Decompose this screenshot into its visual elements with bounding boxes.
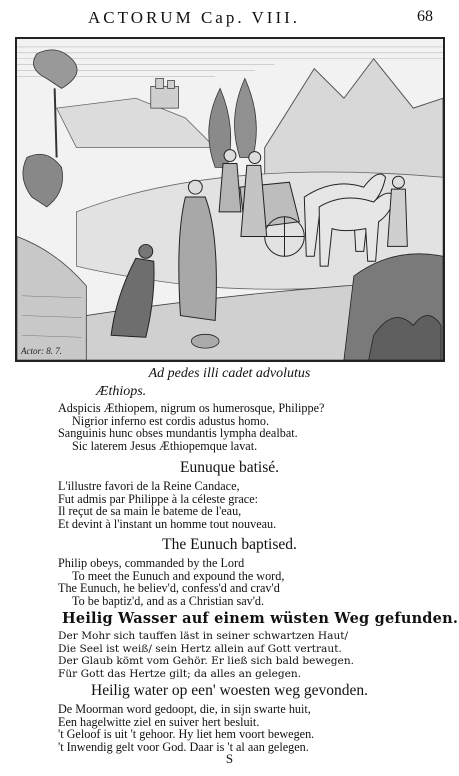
verse-line: Für Gott das Hertze gilt; da alles an gelegen. — [58, 667, 302, 680]
english-heading: The Eunuch baptised. — [162, 536, 297, 553]
page-number: 68 — [417, 8, 433, 25]
plate-inscription: Actor: 8. 7. — [21, 346, 62, 356]
signature-mark: S — [225, 751, 234, 766]
caption-line-2: Æthiops. — [96, 384, 147, 399]
engraving-plate — [15, 37, 445, 362]
verse-line: Sic laterem Jesus Æthiopemque lavat. — [72, 438, 258, 453]
latin-verse — [58, 402, 324, 452]
german-verse — [58, 630, 354, 680]
verse-line: Philip obeys, commanded by the Lord — [58, 556, 245, 570]
verse-line: Et devint à l'instant un homme tout nouveau. — [58, 516, 277, 531]
verse-line: L'illustre favori de la Reine Candace, — [58, 479, 240, 493]
dutch-heading: Heilig water op een' woesten weg gevonden. — [91, 682, 368, 699]
verse-line: Een hagelwitte ziel en suiver hert besluit. — [58, 714, 260, 729]
running-head — [0, 6, 459, 28]
verse-line: To meet the Eunuch and expound the word, — [72, 568, 285, 583]
verse-line: Nigrior inferno est cordis adustus homo. — [72, 413, 269, 428]
verse-line: The Eunuch, he believ'd, confess'd and crav'd — [58, 581, 280, 596]
engraving-illustration — [17, 39, 443, 360]
verse-line: Fut admis par Philippe à la céleste grace: — [58, 491, 259, 506]
verse-line: Der Glaub kömt vom Gehör. Er ließ sich bald bewegen. — [58, 655, 355, 668]
verse-line: To be baptiz'd, and as a Christian sav'd. — [72, 593, 265, 608]
french-verse — [58, 480, 276, 530]
verse-line: 't Inwendig gelt voor God. Daar is 't al aan gelegen. — [58, 739, 309, 754]
verse-line: Der Mohr sich tauffen läst in seiner schwartzen Haut/ — [58, 630, 349, 642]
verse-line: Die Seel ist weiß/ sein Hertz allein auf Gott vertraut. — [58, 642, 342, 655]
verse-line: 't Geloof is uit 't gehoor. Hy liet hem voort bewegen. — [58, 727, 315, 742]
verse-line: De Moorman word gedoopt, die, in sijn swarte huit, — [58, 702, 311, 716]
french-heading: Eunuque batisé. — [179, 459, 279, 476]
german-heading: Heilig Wasser auf einem wüsten Weg gefunden. — [62, 610, 459, 627]
running-title: ACTORUM Cap. VIII. — [88, 8, 301, 27]
dutch-verse — [58, 703, 314, 753]
verse-line: Adspicis Æthiopem, nigrum os humerosque, Philippe? — [58, 401, 325, 415]
verse-line: Sanguinis hunc obses mundantis lympha dealbat. — [58, 426, 298, 441]
caption-line-1: Ad pedes illi cadet advolutus — [148, 366, 311, 381]
english-verse — [58, 557, 284, 607]
verse-line: Il reçut de sa main le bateme de l'eau, — [58, 504, 242, 519]
